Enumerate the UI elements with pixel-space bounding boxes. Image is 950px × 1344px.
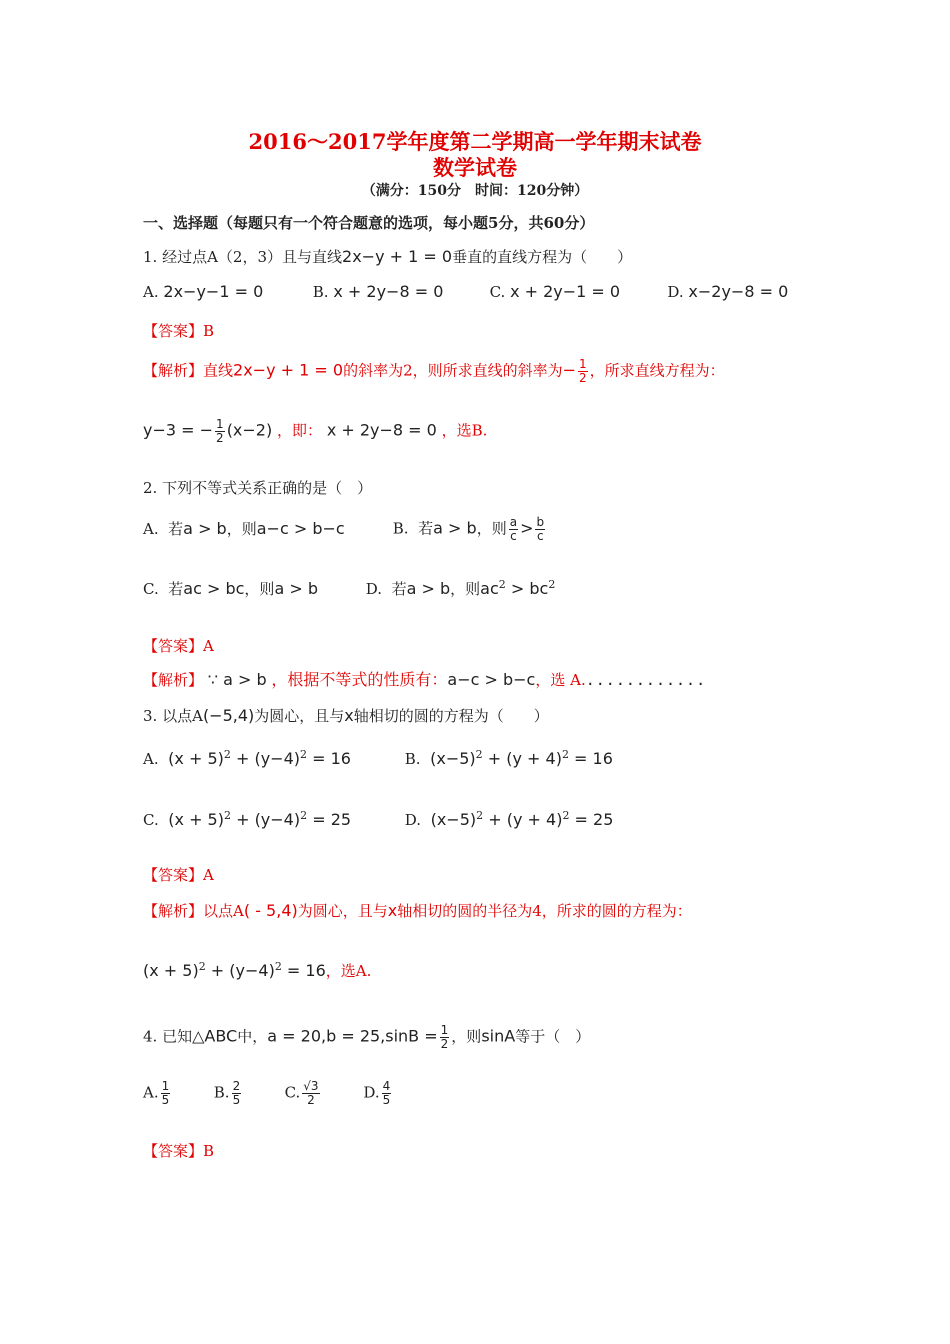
q2-stem: 下列不等式关系正确的是（ ） [162,479,373,497]
option-label: B. [312,283,329,301]
option-math: + (y−4) [230,810,301,829]
q4-math: △ABC [192,1026,238,1046]
option-label: C. [489,283,506,301]
fraction-denominator: 2 [216,431,224,445]
q2-options-ab [143,516,547,543]
answer-value: A [203,637,214,655]
option-label: C. [143,580,159,598]
option-label: D. [667,283,684,301]
q3-answer [143,864,214,885]
option-math: (x−5) [430,749,476,768]
fraction-numerator: 1 [161,1079,170,1093]
analysis-text: 的斜率为2，则所求直线的斜率为 [343,361,563,380]
option-math: ac [480,579,499,598]
analysis-text: ，选B. [441,421,488,440]
option-math: = 16 [568,749,613,768]
option-math: a−c > b−c [256,518,345,538]
fraction-denominator: 2 [579,371,587,385]
fraction-denominator: 5 [382,1093,391,1107]
q1-number: 1. [143,248,158,266]
analysis-text: ，选 A. [535,671,586,689]
q4-option-d [363,1080,393,1107]
q3-text: 轴相切的圆的方程为（ ） [353,707,549,725]
q1-analysis-line2 [143,418,487,445]
option-label: A. [143,519,159,538]
fraction-denominator: c [510,529,517,543]
option-label: A. [143,1083,159,1102]
q2-analysis [143,667,706,690]
fraction [382,1080,392,1107]
option-math: > [520,518,534,538]
analysis-math: (x−2) [226,420,273,440]
q4-option-a [143,1080,209,1107]
option-math: a > b [183,518,227,538]
superscript: 2 [223,809,231,822]
q1-equation: 2x−y + 1 = 0 [342,247,453,266]
analysis-math: 2x−y + 1 = 0 [233,360,344,380]
answer-value: B [203,322,215,340]
q1-options [143,282,788,301]
q2-option-b [393,516,547,543]
answer-tag: 【答案】 [143,1142,204,1160]
fraction [535,516,545,543]
q2-number: 2. [143,479,158,497]
fraction-denominator: c [536,529,544,543]
q1-option-c [490,282,663,301]
fraction [509,516,518,543]
superscript: 2 [475,748,483,761]
q1-analysis [143,358,725,385]
option-label: D. [363,1083,380,1102]
answer-value: B [203,1142,215,1160]
option-text: 若 [168,580,184,598]
option-math: ac > bc [183,579,245,598]
option-label: A. [143,283,159,301]
answer-tag: 【答案】 [143,637,204,655]
option-math: a > b [274,579,318,598]
q2-option-d [366,578,556,599]
option-math: = 25 [307,810,352,829]
q4-answer [143,1140,214,1161]
question-2 [143,477,372,498]
q4-options [143,1080,393,1107]
analysis-text: 直线 [203,361,234,380]
superscript: 2 [198,960,206,973]
option-label: B. [213,1083,230,1102]
analysis-text: ，所求直线方程为： [589,361,725,380]
dotted-leader: ............ [585,671,707,689]
fraction-numerator: 4 [382,1079,391,1093]
fraction-numerator: √3 [303,1079,319,1093]
q4-text: 已知 [162,1027,193,1046]
q2-answer [143,635,214,656]
fraction-numerator: 1 [216,417,224,431]
option-math: + (y + 4) [482,749,562,768]
option-text: 若 [168,519,184,538]
q2-option-c [143,578,361,599]
q4-number: 4. [143,1027,158,1046]
fraction [440,1024,450,1051]
fraction-numerator: a [509,515,518,529]
answer-value: A [203,866,214,884]
option-math: (x + 5) [168,810,224,829]
q4-text: 中， [237,1027,268,1046]
q4-text: ，则 [451,1027,482,1046]
question-3 [143,705,549,726]
question-4 [143,1024,590,1051]
exam-subject: 数学试卷 [433,155,517,180]
option-label: B. [392,519,409,538]
option-math: x + 2y−8 = 0 [333,282,444,301]
option-text: ，则 [244,580,275,598]
analysis-text: ，根据不等式的性质有： [271,670,448,689]
option-label: D. [404,811,422,829]
q4-text: 等于（ ） [515,1027,591,1046]
option-math: (x + 5) [168,749,224,768]
answer-tag: 【答案】 [143,322,204,340]
q3-analysis-line2 [143,960,371,981]
q4-math: sinA [481,1026,516,1046]
q3-option-b [405,748,613,768]
superscript: 2 [548,578,556,591]
q2-option-a [143,518,388,539]
superscript: 2 [561,748,569,761]
analysis-tag: 【解析】 [143,361,204,380]
analysis-math: ( - 5,4) [243,901,298,920]
fraction-numerator: 1 [440,1023,449,1037]
analysis-text: 以点A [203,902,244,920]
superscript: 2 [476,809,484,822]
q1-pre: 经过点A（2，3）且与直线 [162,248,343,266]
superscript: 2 [223,748,231,761]
q3-math: (−5,4) [202,706,255,725]
option-math: + (y + 4) [483,810,563,829]
analysis-text: ，即： [277,421,323,440]
analysis-math: ∵ a > b [207,670,267,689]
q1-post: 垂直的直线方程为（ ） [452,248,633,266]
q4-option-b [214,1080,280,1107]
analysis-math: a−c > b−c [447,670,536,689]
fraction-denominator: 2 [440,1037,449,1051]
option-math: > bc [505,579,549,598]
option-math: (x−5) [430,810,477,829]
option-text: 若 [391,580,407,598]
superscript: 2 [300,809,308,822]
option-label: B. [404,750,421,768]
option-math: x−2y−8 = 0 [688,282,789,301]
superscript: 2 [274,960,282,973]
option-text: ，则 [476,519,507,538]
q1-answer [143,320,214,341]
analysis-math: + (y−4) [205,961,275,980]
q1-option-a [143,282,308,301]
minus-sign: − [562,360,577,380]
superscript: 2 [300,748,307,761]
fraction [578,358,588,385]
q1-option-d [667,282,788,301]
q3-text: 为圆心，且与 [254,707,345,725]
option-label: A. [143,750,159,768]
q3-options-ab [143,748,613,768]
q1-option-b [313,282,485,301]
analysis-text: 为圆心，且与 [297,902,388,920]
option-math: = 25 [569,810,614,829]
q4-option-c [285,1080,359,1107]
fraction [215,418,225,445]
question-1 [143,246,632,267]
option-math: + (y−4) [230,749,300,768]
fraction-denominator: 5 [232,1093,241,1107]
option-text: ，则 [450,580,481,598]
fraction-numerator: 2 [232,1079,241,1093]
analysis-math: y−3 = − [143,420,214,440]
fraction [302,1080,319,1107]
analysis-math: x + 2y−8 = 0 [326,420,437,440]
q3-option-d [405,809,614,829]
fraction-numerator: 1 [579,357,587,371]
option-math: = 16 [307,749,351,768]
q3-math: x [344,706,354,725]
q3-options-cd [143,809,613,829]
superscript: 2 [498,578,506,591]
q3-option-c [143,809,400,829]
superscript: 2 [562,809,570,822]
option-math: a > b [406,579,451,598]
q3-option-a [143,748,400,768]
analysis-math: = 16 [281,961,326,980]
fraction-denominator: 5 [161,1093,170,1107]
option-text: 若 [418,519,434,538]
fraction [232,1080,242,1107]
analysis-text: ，选A. [325,962,372,980]
option-math: 2x−y−1 = 0 [163,282,264,301]
fraction [161,1080,171,1107]
option-text: ，则 [226,519,257,538]
q3-analysis [143,900,692,921]
option-label: D. [365,580,383,598]
exam-title: 2016～2017学年度第二学期高一学年期末试卷 [248,129,702,154]
analysis-text: 轴相切的圆的半径为4，所求的圆的方程为： [397,902,692,920]
section-heading: 一、选择题（每题只有一个符合题意的选项，每小题5分，共60分） [143,214,595,232]
q3-number: 3. [143,707,158,725]
option-math: a > b [433,518,477,538]
fraction-numerator: b [536,515,545,529]
fraction-denominator: 2 [307,1093,315,1107]
q2-options-cd [143,578,555,599]
answer-tag: 【答案】 [143,866,204,884]
q4-math: a = 20,b = 25,sinB = [267,1026,438,1046]
analysis-tag: 【解析】 [143,902,204,920]
option-label: C. [284,1083,301,1102]
q3-text: 以点A [162,707,203,725]
analysis-math: x [387,901,398,920]
option-math: x + 2y−1 = 0 [510,282,621,301]
option-label: C. [143,811,159,829]
analysis-math: (x + 5) [143,961,199,980]
analysis-tag: 【解析】 [143,671,204,689]
exam-info: （满分：150分 时间：120分钟） [361,183,589,199]
